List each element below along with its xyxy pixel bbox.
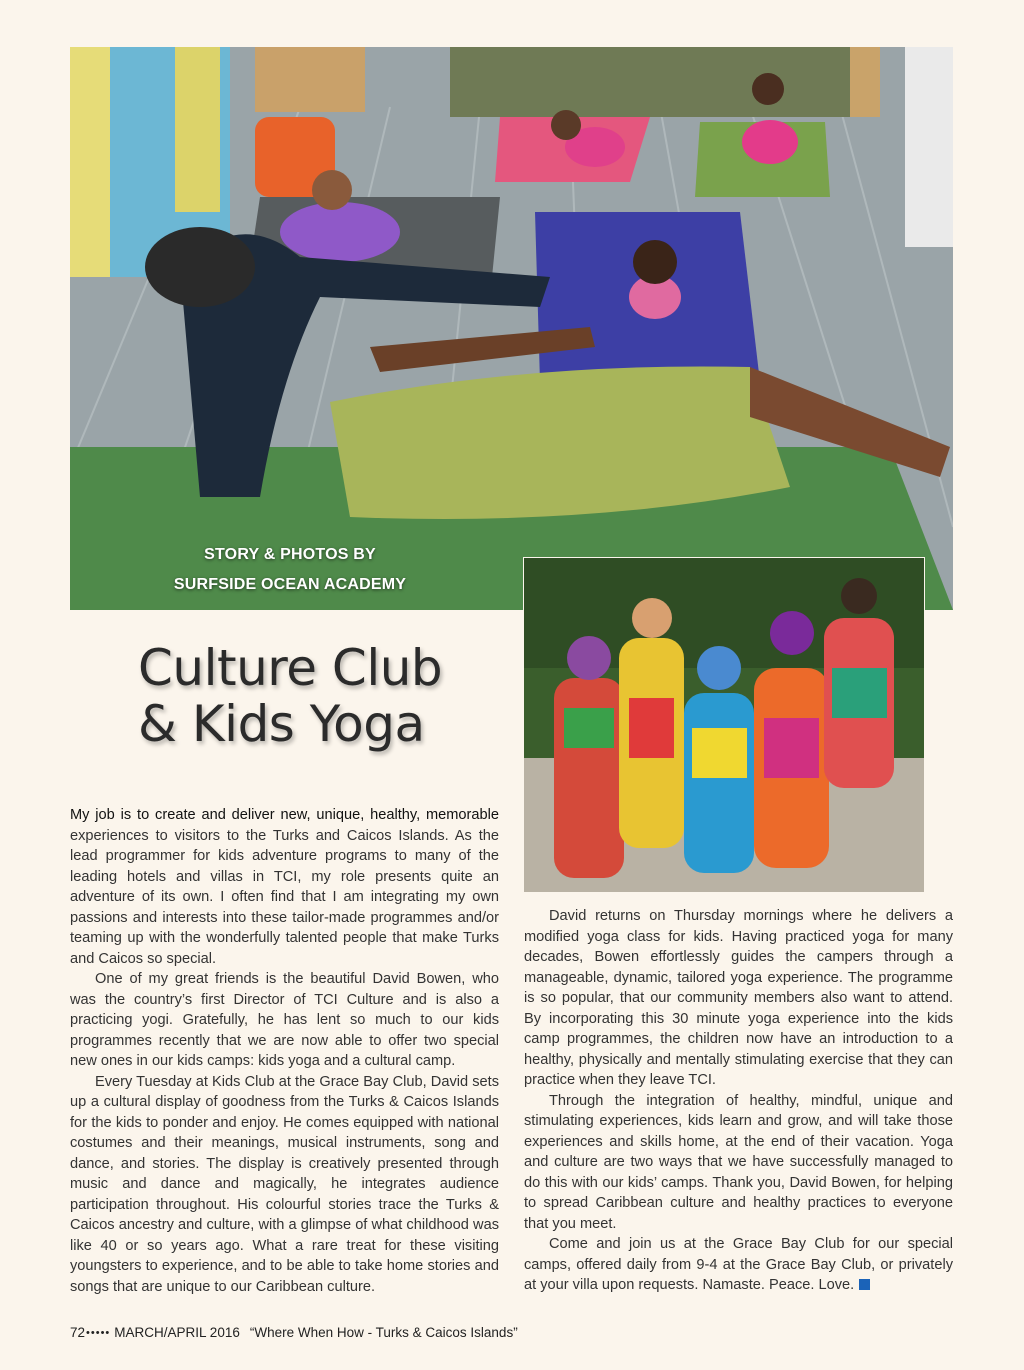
paragraph-4: David returns on Thursday mornings where he delivers a modified yoga class for kids. Having practiced yoga for many decades, Bowen effortlessly guides the campers through a manageable, dynamic, tailored yoga experience. The programme is so popular, that our community members also want to attend. By incorporating this 30 minute yoga experience into the kids camp programmes, the children now have an introduction to a healthy, physically and mentally stimulating exercise that they can practice when they leave TCI. xyxy=(524,908,953,1088)
photo-byline xyxy=(140,540,440,600)
byline-line-2: SURFSIDE OCEAN ACADEMY xyxy=(173,576,407,593)
article-column-right xyxy=(524,906,953,1296)
paragraph-6 xyxy=(524,1234,953,1296)
byline-line-1: STORY & PHOTOS BY xyxy=(204,546,376,563)
article-title xyxy=(138,640,518,752)
issue-date: MARCH/APRIL 2016 xyxy=(114,1325,240,1340)
article-column-left xyxy=(70,805,499,1297)
lead-in: My job is to create and deliver new, unique, healthy, memorable xyxy=(70,807,499,823)
publication-name: “Where When How - Turks & Caicos Islands” xyxy=(249,1325,518,1340)
paragraph-1 xyxy=(70,805,499,969)
end-mark-icon xyxy=(859,1279,870,1290)
title-line-1: Culture Club xyxy=(138,639,443,697)
paragraph-1-text: experiences to visitors to the Turks and Caicos Islands. As the lead programmer for kids adventure programs to many of the leading hotels and villas in TCI, my role presents quite an adventure of its own. I often find that I am integrating my own passions and interests into these tailor-made programmes and/or teaming up with the wonderfully talented people that make Turks and Caicos so special. xyxy=(70,827,499,967)
paragraph-6-text: Come and join us at the Grace Bay Club for our special camps, offered daily from 9-4 at the Grace Bay Club, or privately at your villa upon requests. Namaste. Peace. Love. xyxy=(524,1236,953,1293)
footer-dots: ••••• xyxy=(86,1327,111,1339)
page-footer xyxy=(70,1325,518,1340)
paragraph-5: Through the integration of healthy, mindful, unique and stimulating experiences, kids learn and grow, and will take those experiences and skills home, at the end of their vacation. Yoga and culture are two ways that we have successfully managed to do this with our kids’ camps. Thank you, David Bowen, for helping to spread Caribbean culture and healthy practices to everyone that you meet. xyxy=(524,1092,953,1232)
page-number: 72 xyxy=(70,1325,86,1340)
paragraph-2: One of my great friends is the beautiful David Bowen, who was the country’s first Director of TCI Culture and is also a practicing yogi. Gratefully, he has lent so much to our kids programmes recently that we are now able to offer two special new ones in our kids camps: kids yoga and a cultural camp. xyxy=(70,971,499,1069)
junkanoo-costumes-photo xyxy=(523,557,925,893)
paragraph-3: Every Tuesday at Kids Club at the Grace Bay Club, David sets up a cultural display of goodness from the Turks & Caicos Islands for the kids to ponder and enjoy. He comes equipped with national costumes and their meanings, musical instruments, song and dance, and stories. The display is creatively presented through music and dance and magically, he integrates audience participation throughout. His colourful stories trace the Turks & Caicos ancestry and culture, with a glimpse of what childhood was like 40 or so years ago. What a rare treat for these visiting youngsters to experience, and to be able to take home stories and songs that are unique to our Caribbean culture. xyxy=(70,1073,499,1295)
costumes-photo-illustration xyxy=(524,558,924,892)
title-line-2: & Kids Yoga xyxy=(138,695,425,753)
yoga-photo-illustration xyxy=(70,47,953,610)
yoga-class-photo xyxy=(70,47,953,610)
